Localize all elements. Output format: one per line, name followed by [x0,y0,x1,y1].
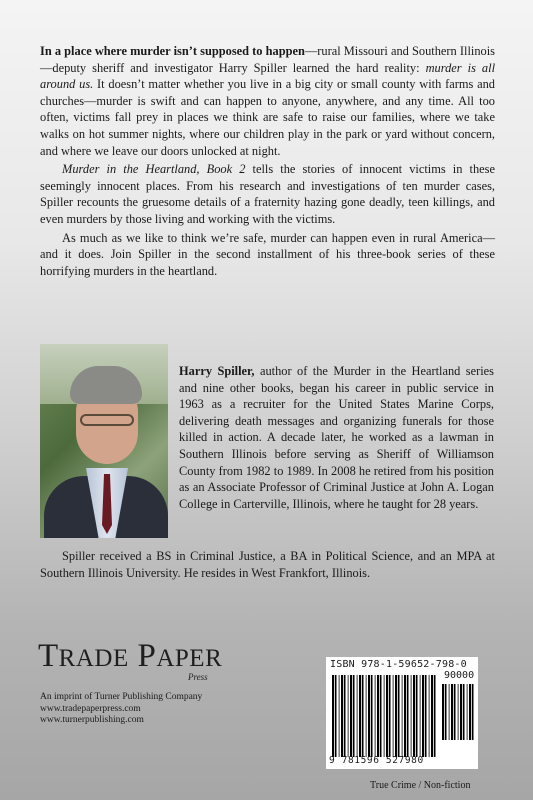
isbn-barcode [326,657,478,769]
back-cover-blurb [40,43,495,279]
barcode-bar [416,675,418,757]
barcode-bar [389,675,391,757]
author-photo [40,344,168,538]
author-bio [179,363,494,512]
publisher-logo-press: Press [188,672,208,682]
barcode-bar [368,675,370,757]
barcode-bar [422,675,424,757]
barcode-bar [384,675,385,757]
barcode-bar [451,684,453,740]
author-bio-text: author of the Murder in the Heartland series and nine other books, began his career in public service in 1963 as a recruiter for the United States Marine Corps, delivering death messages and organizing funerals for those killed in action. A decade later, he worked as a lawman in Southern Illinois before serving as Sheriff of Williamson County from 1982 to 1989. In 2008 he retired from his position as an Associate Professor of Criminal Justice at John A. Logan College in Carterville, Illinois, where he taught for 28 years. [179,364,495,511]
price-code: 90000 [444,670,475,681]
barcode-bar [377,675,379,757]
barcode-bar [463,684,465,740]
blurb-paragraph-1 [40,43,495,159]
barcode-bar [407,675,409,757]
barcode-bar [341,675,343,757]
blurb-paragraph-2 [40,161,495,227]
barcode-bar [445,684,447,740]
barcode-bar [467,684,468,740]
publisher-url: www.turnerpublishing.com [40,715,144,725]
addon-barcode-bars [442,684,474,740]
barcode-bar [359,675,361,757]
barcode-bar [348,675,349,757]
blurb-lead: In a place where murder isn’t supposed to happen [40,44,305,58]
barcode-bar [404,675,406,757]
barcode-bar [469,684,471,740]
ean-digits: 9 781596 527980 [329,755,424,766]
blurb-paragraph-3: As much as we like to think we’re safe, murder can happen even in rural America—and it does. Join Spiller in the second installment of his three-book series of these horrifying murders in the heartland. [40,230,495,278]
barcode-bar [411,675,412,757]
ean-barcode-bars [332,675,436,757]
barcode-bar [366,675,367,757]
barcode-bar [380,675,382,757]
barcode-bar [375,675,376,757]
barcode-bar [362,675,364,757]
barcode-bar [458,684,459,740]
barcode-bar [425,675,427,757]
publisher-logo [38,638,238,688]
barcode-bar [429,675,430,757]
barcode-bar [344,675,346,757]
barcode-bar [357,675,358,757]
blurb-text: —rural Missouri and Southern Illinois—deputy sheriff and investigator Harry Spiller learned the hard reality: [40,44,495,75]
blurb-emphasis: murder is all around us. [40,60,496,92]
barcode-bar [460,684,462,740]
barcode-bar [335,675,337,757]
barcode-bar [386,675,388,757]
barcode-bar [339,675,340,757]
blurb-text: tells the stories of innocent victims in these seemingly innocent places. From his research and investigations of ten murder cases, Spiller recounts the gruesome details of a fraternity hazing gone deadly, teen killings, and even murders by those living and working with the victims. [40,162,496,226]
barcode-bar [402,675,403,757]
barcode-bar [420,675,421,757]
publisher-imprint [40,692,202,727]
publisher-url: www.tradepaperpress.com [40,703,141,714]
blurb-text: It doesn’t matter whether you live in a big city or small county with farms and churches—murder is swift and can happen to anyone, anywhere, and any time. All too often, victims fall prey in places we think are safe to raise our families, where we take walks on hot summer nights, where our children play in the park or yard without concern, and where we leave our doors unlocked at night. [40,77,495,158]
barcode-bar [449,684,450,740]
barcode-bar [350,675,352,757]
barcode-bar [393,675,394,757]
barcode-bar [434,675,436,757]
barcode-bar [442,684,444,740]
barcode-bar [395,675,397,757]
author-name: Harry Spiller, [179,364,255,378]
barcode-bar [472,684,474,740]
barcode-bar [371,675,373,757]
isbn-number: ISBN 978-1-59652-798-0 [330,659,467,670]
book-title: Murder in the Heartland, Book 2 [62,162,246,177]
imprint-line: An imprint of Turner Publishing Company [40,692,203,702]
barcode-bar [431,675,433,757]
publisher-logo-wordmark: TRADE PAPER [38,638,223,674]
author-education: Spiller received a BS in Criminal Justice, a BA in Political Science, and an MPA at Southern Illinois University. He resides in West Frankfort, Illinois. [40,549,495,580]
barcode-bar [413,675,415,757]
barcode-bar [398,675,400,757]
barcode-bar [332,675,334,757]
barcode-bar [454,684,456,740]
genre-category: True Crime / Non-fiction [370,780,471,791]
barcode-bar [353,675,355,757]
